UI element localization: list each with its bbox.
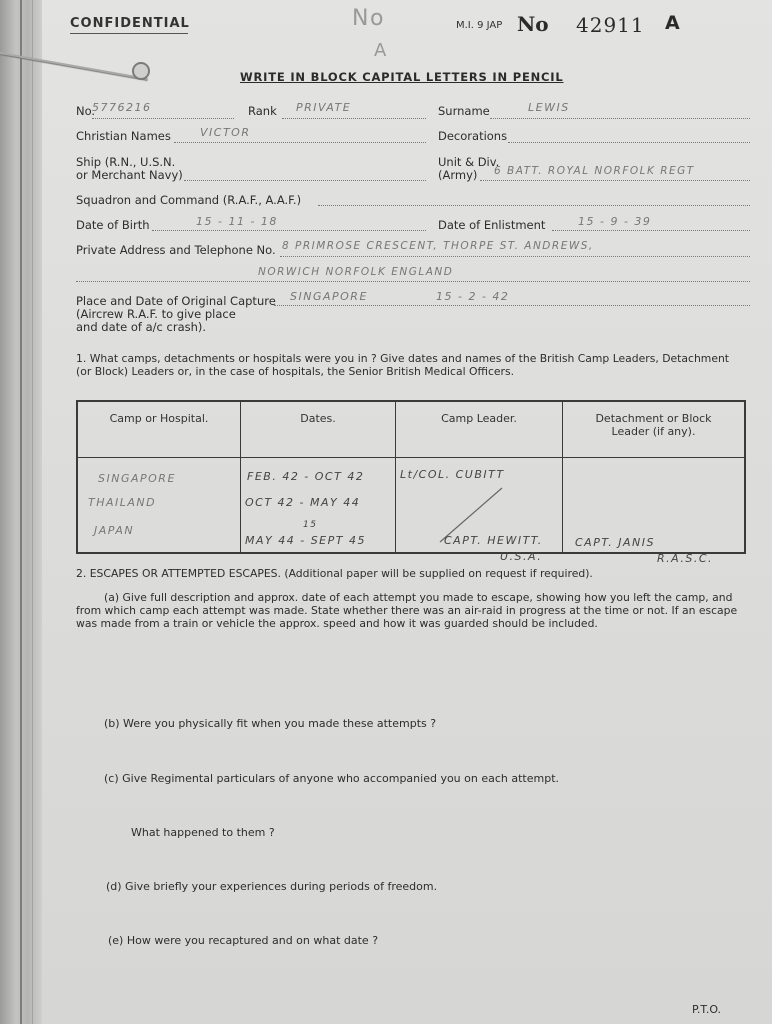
- question-2c: (c) Give Regimental particulars of anyone who accompanied you on each attempt.: [104, 772, 560, 785]
- dates-note: 15: [303, 520, 318, 530]
- camp-2: THAILAND: [88, 496, 157, 509]
- instruction-heading: WRITE IN BLOCK CAPITAL LETTERS IN PENCIL: [240, 70, 564, 84]
- leader-1: Lt/COL. CUBITT: [400, 468, 505, 481]
- rank-value: PRIVATE: [296, 101, 352, 114]
- stamp-a: A: [374, 40, 388, 61]
- capture-date: 15 - 2 - 42: [436, 290, 510, 303]
- camp-1: SINGAPORE: [98, 472, 176, 485]
- capture-place: SINGAPORE: [290, 290, 368, 303]
- capture-label-3: and date of a/c crash).: [76, 320, 207, 334]
- address-label: Private Address and Telephone No.: [76, 243, 276, 257]
- address-value-1: 8 PRIMROSE CRESCENT, THORPE ST. ANDREWS,: [282, 240, 594, 252]
- form-number: 42911: [576, 13, 645, 37]
- ship-label-1: Ship (R.N., U.S.N.: [76, 155, 176, 169]
- question-1-line-2: (or Block) Leaders or, in the case of hospitals, the Senior British Medical Officers.: [76, 365, 515, 378]
- header-dates: Dates.: [241, 401, 396, 458]
- enlist-value: 15 - 9 - 39: [578, 215, 652, 228]
- file-binding: [0, 0, 46, 1024]
- detachment-1: CAPT. JANIS: [575, 536, 655, 549]
- table-row: [77, 458, 745, 554]
- header-detachment-line-2: Leader (if any).: [611, 425, 696, 438]
- question-2c-followup: What happened to them ?: [131, 826, 275, 839]
- question-2a: (a) Give full description and approx. date of each attempt you made to escape, showing how you left the camp, and from which camp each attempt was made. State whether there was an air-raid in progress at the time or not. If an escape was made from a train or vehicle the approx. speed and how it was guarded should be included.: [76, 591, 738, 630]
- leader-2: CAPT. HEWITT.: [444, 534, 543, 547]
- ship-label-2: or Merchant Navy): [76, 168, 183, 182]
- detachment-2: R.A.S.C.: [657, 552, 714, 565]
- detachment-cell: [563, 458, 746, 565]
- unit-label-1: Unit & Div.: [438, 155, 500, 169]
- table-header-row: [77, 401, 745, 458]
- grommet-icon: [132, 62, 150, 80]
- unit-value: 6 BATT. ROYAL NORFOLK REGT: [494, 165, 695, 177]
- camp-3: JAPAN: [94, 524, 135, 537]
- form-suffix: A: [665, 12, 680, 34]
- question-2-heading: 2. ESCAPES OR ATTEMPTED ESCAPES. (Additional paper will be supplied on request if required).: [76, 567, 593, 580]
- no-label: No.: [76, 104, 96, 118]
- question-2b: (b) Were you physically fit when you made these attempts ?: [104, 717, 437, 730]
- pto-label: P.T.O.: [692, 1003, 722, 1016]
- enlist-label: Date of Enlistment: [438, 218, 546, 232]
- decorations-label: Decorations: [438, 129, 508, 143]
- header-camp: Camp or Hospital.: [77, 401, 241, 458]
- dates-3: MAY 44 - SEPT 45: [245, 534, 366, 547]
- classification-label: CONFIDENTIAL: [70, 16, 190, 31]
- dates-cell: [241, 458, 396, 554]
- christian-label: Christian Names: [76, 129, 171, 143]
- surname-value: LEWIS: [528, 101, 570, 114]
- squadron-label: Squadron and Command (R.A.F., A.A.F.): [76, 193, 302, 207]
- number-symbol: No: [517, 12, 549, 36]
- dates-1: FEB. 42 - OCT 42: [247, 470, 365, 483]
- capture-label-1: Place and Date of Original Capture: [76, 294, 276, 308]
- question-2d: (d) Give briefly your experiences during periods of freedom.: [106, 880, 438, 893]
- camps-cell: [77, 458, 241, 554]
- no-value: 5776216: [92, 101, 152, 114]
- leader-3: U.S.A.: [500, 550, 543, 563]
- header-detachment: [563, 401, 746, 458]
- camps-table: [76, 400, 746, 565]
- dob-value: 15 - 11 - 18: [196, 215, 278, 228]
- question-2e: (e) How were you recaptured and on what date ?: [108, 934, 379, 947]
- question-1-line-1: 1. What camps, detachments or hospitals were you in ? Give dates and names of the British Camp Leaders, Detachment: [76, 352, 730, 365]
- stamp-no: No: [352, 6, 385, 31]
- surname-label: Surname: [438, 104, 490, 118]
- dates-2: OCT 42 - MAY 44: [245, 496, 361, 509]
- address-value-2: NORWICH NORFOLK ENGLAND: [258, 266, 454, 278]
- header-camp-leader: Camp Leader.: [396, 401, 563, 458]
- dob-label: Date of Birth: [76, 218, 150, 232]
- christian-value: VICTOR: [200, 126, 251, 139]
- rank-label: Rank: [248, 104, 277, 118]
- leaders-cell: [396, 458, 563, 563]
- capture-label-2: (Aircrew R.A.F. to give place: [76, 307, 236, 321]
- unit-label-2: (Army): [438, 168, 478, 182]
- form-code: M.I. 9 JAP: [456, 20, 503, 31]
- header-detachment-line-1: Detachment or Block: [595, 412, 712, 425]
